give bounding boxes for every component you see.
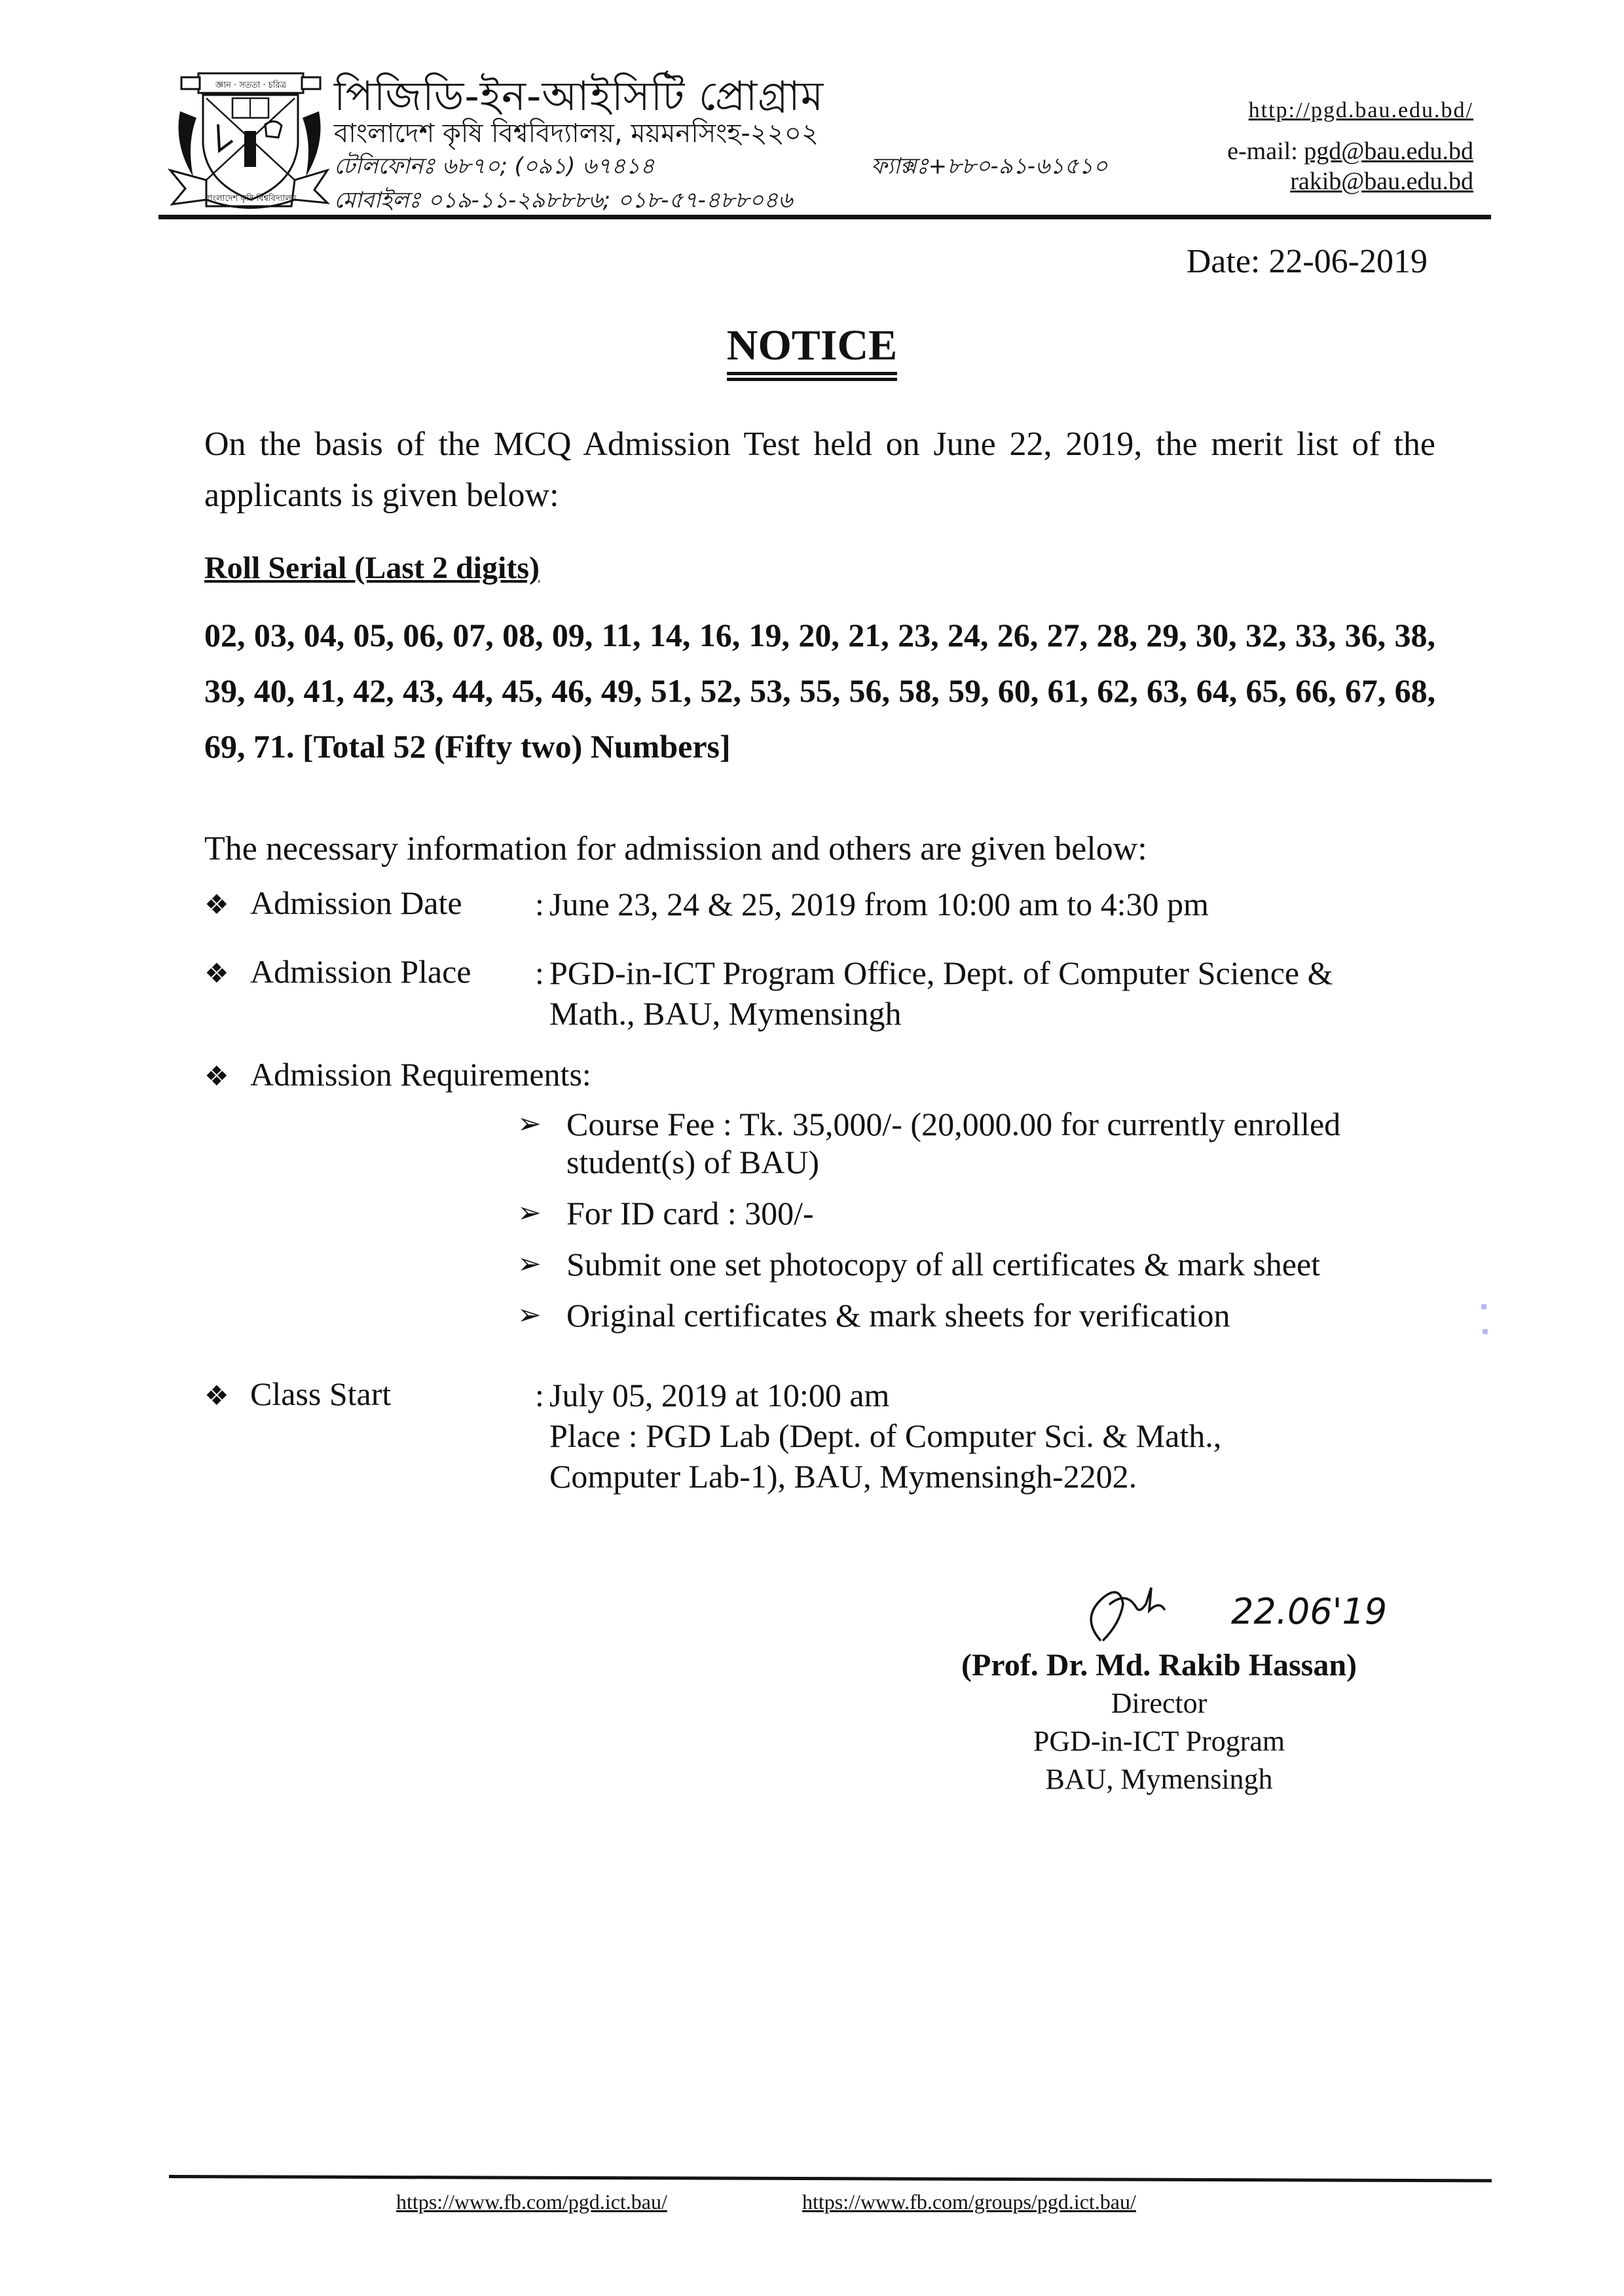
- roll-number: 55,: [799, 672, 849, 709]
- admission-place-label: Admission Place: [250, 953, 471, 990]
- svg-text:জ্ঞান · সততা · চরিত্র: জ্ঞান · সততা · চরিত্র: [215, 81, 287, 90]
- roll-number: 05,: [353, 617, 403, 653]
- roll-number: 21,: [848, 617, 898, 653]
- arrow-bullet-icon: ➢: [517, 1299, 542, 1331]
- email-label: e-mail:: [1227, 137, 1298, 165]
- roll-number: 44,: [452, 672, 502, 709]
- requirements-list: [517, 1105, 1434, 1347]
- roll-number: 19,: [748, 617, 799, 653]
- roll-number: 66,: [1295, 672, 1345, 709]
- requirement-item: [517, 1296, 1434, 1334]
- scan-speck: [1481, 1304, 1486, 1309]
- roll-number: 67,: [1344, 672, 1395, 709]
- diamond-bullet-icon: ❖: [204, 959, 229, 989]
- roll-number: 63,: [1146, 672, 1196, 709]
- roll-number: 60,: [997, 672, 1048, 709]
- notice-title-text: NOTICE: [727, 321, 897, 375]
- roll-number: 45,: [502, 672, 552, 709]
- roll-number: 38,: [1394, 617, 1435, 653]
- roll-number: 56,: [849, 672, 899, 709]
- admission-place-value-line1: PGD-in-ICT Program Office, Dept. of Computer Science &: [549, 955, 1333, 991]
- diamond-bullet-icon: ❖: [204, 1062, 229, 1092]
- admission-place-value-line2: Math., BAU, Mymensingh: [549, 995, 902, 1032]
- roll-number: 03,: [253, 617, 304, 653]
- class-start-value-line1: July 05, 2019 at 10:00 am: [549, 1377, 890, 1413]
- roll-serial-heading: Roll Serial (Last 2 digits): [204, 551, 540, 585]
- roll-number: 64,: [1196, 672, 1246, 709]
- notice-title: [0, 321, 1624, 375]
- roll-number: 14,: [649, 617, 699, 653]
- requirement-item: [517, 1194, 1434, 1232]
- email-secondary-link[interactable]: rakib@bau.edu.bd: [1290, 168, 1473, 195]
- scan-speck: [1483, 1329, 1488, 1334]
- roll-number: 07,: [452, 617, 503, 653]
- roll-number: 58,: [898, 672, 949, 709]
- info-intro: The necessary information for admission and others are given below:: [204, 830, 1147, 867]
- notice-date: Date: 22-06-2019: [1186, 243, 1428, 280]
- roll-number: 27,: [1046, 617, 1097, 653]
- signature-block: [910, 1647, 1408, 1798]
- requirement-text: Original certificates & mark sheets for verification: [566, 1297, 1230, 1334]
- roll-number: 40,: [253, 672, 304, 709]
- roll-number: 59,: [948, 672, 998, 709]
- admission-requirements-label: Admission Requirements:: [250, 1056, 591, 1093]
- roll-number: 46,: [551, 672, 601, 709]
- requirement-item: [517, 1105, 1434, 1181]
- arrow-bullet-icon: ➢: [517, 1248, 542, 1280]
- facebook-page-link[interactable]: https://www.fb.com/pgd.ict.bau/: [396, 2190, 667, 2214]
- roll-serial-list: [204, 608, 1435, 774]
- roll-number: 68,: [1394, 672, 1436, 709]
- roll-number: 51,: [650, 672, 701, 709]
- roll-number: 28,: [1096, 617, 1147, 653]
- roll-number: 30,: [1196, 617, 1246, 653]
- university-address-bangla: বাংলাদেশ কৃষি বিশ্ববিদ্যালয়, ময়মনসিংহ-২২০২: [334, 118, 819, 149]
- signatory-location: BAU, Mymensingh: [1045, 1763, 1273, 1795]
- mobile-bangla: মোবাইলঃ ০১৯-১১-২৯৮৮৮৬; ০১৮-৫৭-৪৮৮০৪৬: [334, 187, 793, 213]
- fax-bangla: ফ্যাক্সঃ+৮৮০-৯১-৬১৫১০: [871, 153, 1108, 179]
- handwritten-date: 22.06'19: [1231, 1591, 1388, 1632]
- roll-number: 69,: [204, 728, 253, 765]
- roll-number: 65,: [1246, 672, 1296, 709]
- roll-number: 06,: [403, 617, 453, 653]
- roll-number: 43,: [402, 672, 452, 709]
- telephone-bangla: টেলিফোনঃ ৬৮৭০; (০৯১) ৬৭৪১৪: [334, 153, 655, 179]
- colon: :: [535, 955, 544, 991]
- roll-number: 42,: [353, 672, 403, 709]
- roll-number: 33,: [1295, 617, 1345, 653]
- admission-date-label: Admission Date: [250, 884, 462, 921]
- roll-number: 16,: [699, 617, 749, 653]
- signatory-name: (Prof. Dr. Md. Rakib Hassan): [961, 1648, 1357, 1683]
- roll-number: 61,: [1047, 672, 1098, 709]
- diamond-bullet-icon: ❖: [204, 1381, 229, 1412]
- facebook-group-link[interactable]: https://www.fb.com/groups/pgd.ict.bau/: [802, 2190, 1136, 2214]
- roll-number: 53,: [750, 672, 800, 709]
- roll-number: 24,: [947, 617, 997, 653]
- roll-number: 09,: [551, 617, 602, 653]
- requirement-text: For ID card : 300/-: [566, 1195, 814, 1231]
- roll-number: 49,: [600, 672, 651, 709]
- intro-paragraph: On the basis of the MCQ Admission Test held on June 22, 2019, the merit list of the applicants is given below:: [204, 426, 1435, 514]
- diamond-bullet-icon: ❖: [204, 890, 229, 920]
- svg-text:বাংলাদেশ কৃষি বিশ্ববিদ্যালয়: বাংলাদেশ কৃষি বিশ্ববিদ্যালয়: [205, 194, 297, 204]
- roll-number: 32,: [1245, 617, 1295, 653]
- roll-number: 52,: [700, 672, 750, 709]
- footer-divider: [169, 2175, 1492, 2182]
- arrow-bullet-icon: ➢: [517, 1197, 542, 1229]
- requirement-item: [517, 1245, 1434, 1283]
- roll-number: 26,: [997, 617, 1047, 653]
- email-primary-link[interactable]: pgd@bau.edu.bd: [1304, 137, 1473, 165]
- arrow-bullet-icon: ➢: [517, 1108, 542, 1140]
- signatory-program: PGD-in-ICT Program: [1033, 1725, 1285, 1757]
- class-start-value-line2: Place : PGD Lab (Dept. of Computer Sci. & Math.,: [549, 1417, 1222, 1454]
- class-start-value-line3: Computer Lab-1), BAU, Mymensingh-2202.: [549, 1458, 1137, 1495]
- signatory-designation: Director: [1111, 1687, 1208, 1719]
- roll-number: 11,: [601, 617, 650, 653]
- colon: :: [535, 886, 544, 922]
- header-divider: [158, 215, 1491, 219]
- roll-number: 39,: [204, 672, 254, 709]
- roll-number: 08,: [502, 617, 552, 653]
- roll-number: 20,: [798, 617, 849, 653]
- roll-number: 62,: [1097, 672, 1147, 709]
- roll-number: 41,: [303, 672, 354, 709]
- program-title-bangla: পিজিডি-ইন-আইসিটি প্রোগ্রাম: [334, 72, 824, 120]
- class-start-label: Class Start: [250, 1376, 392, 1412]
- email-block: [1227, 136, 1473, 196]
- colon: :: [535, 1377, 544, 1413]
- roll-number: 02,: [204, 617, 254, 653]
- roll-number: 36,: [1344, 617, 1395, 653]
- roll-number: 71.: [253, 728, 303, 765]
- roll-total: [Total 52 (Fifty two) Numbers]: [303, 728, 731, 765]
- requirement-text: Course Fee : Tk. 35,000/- (20,000.00 for currently enrolled student(s) of BAU): [566, 1106, 1341, 1180]
- roll-number: 04,: [303, 617, 354, 653]
- admission-date-value: June 23, 24 & 25, 2019 from 10:00 am to 4:30 pm: [549, 886, 1209, 922]
- roll-number: 29,: [1146, 617, 1196, 653]
- roll-number: 23,: [898, 617, 948, 653]
- university-crest-icon: [167, 65, 331, 213]
- requirement-text: Submit one set photocopy of all certificates & mark sheet: [566, 1246, 1321, 1283]
- website-link[interactable]: http://pgd.bau.edu.bd/: [1248, 98, 1473, 122]
